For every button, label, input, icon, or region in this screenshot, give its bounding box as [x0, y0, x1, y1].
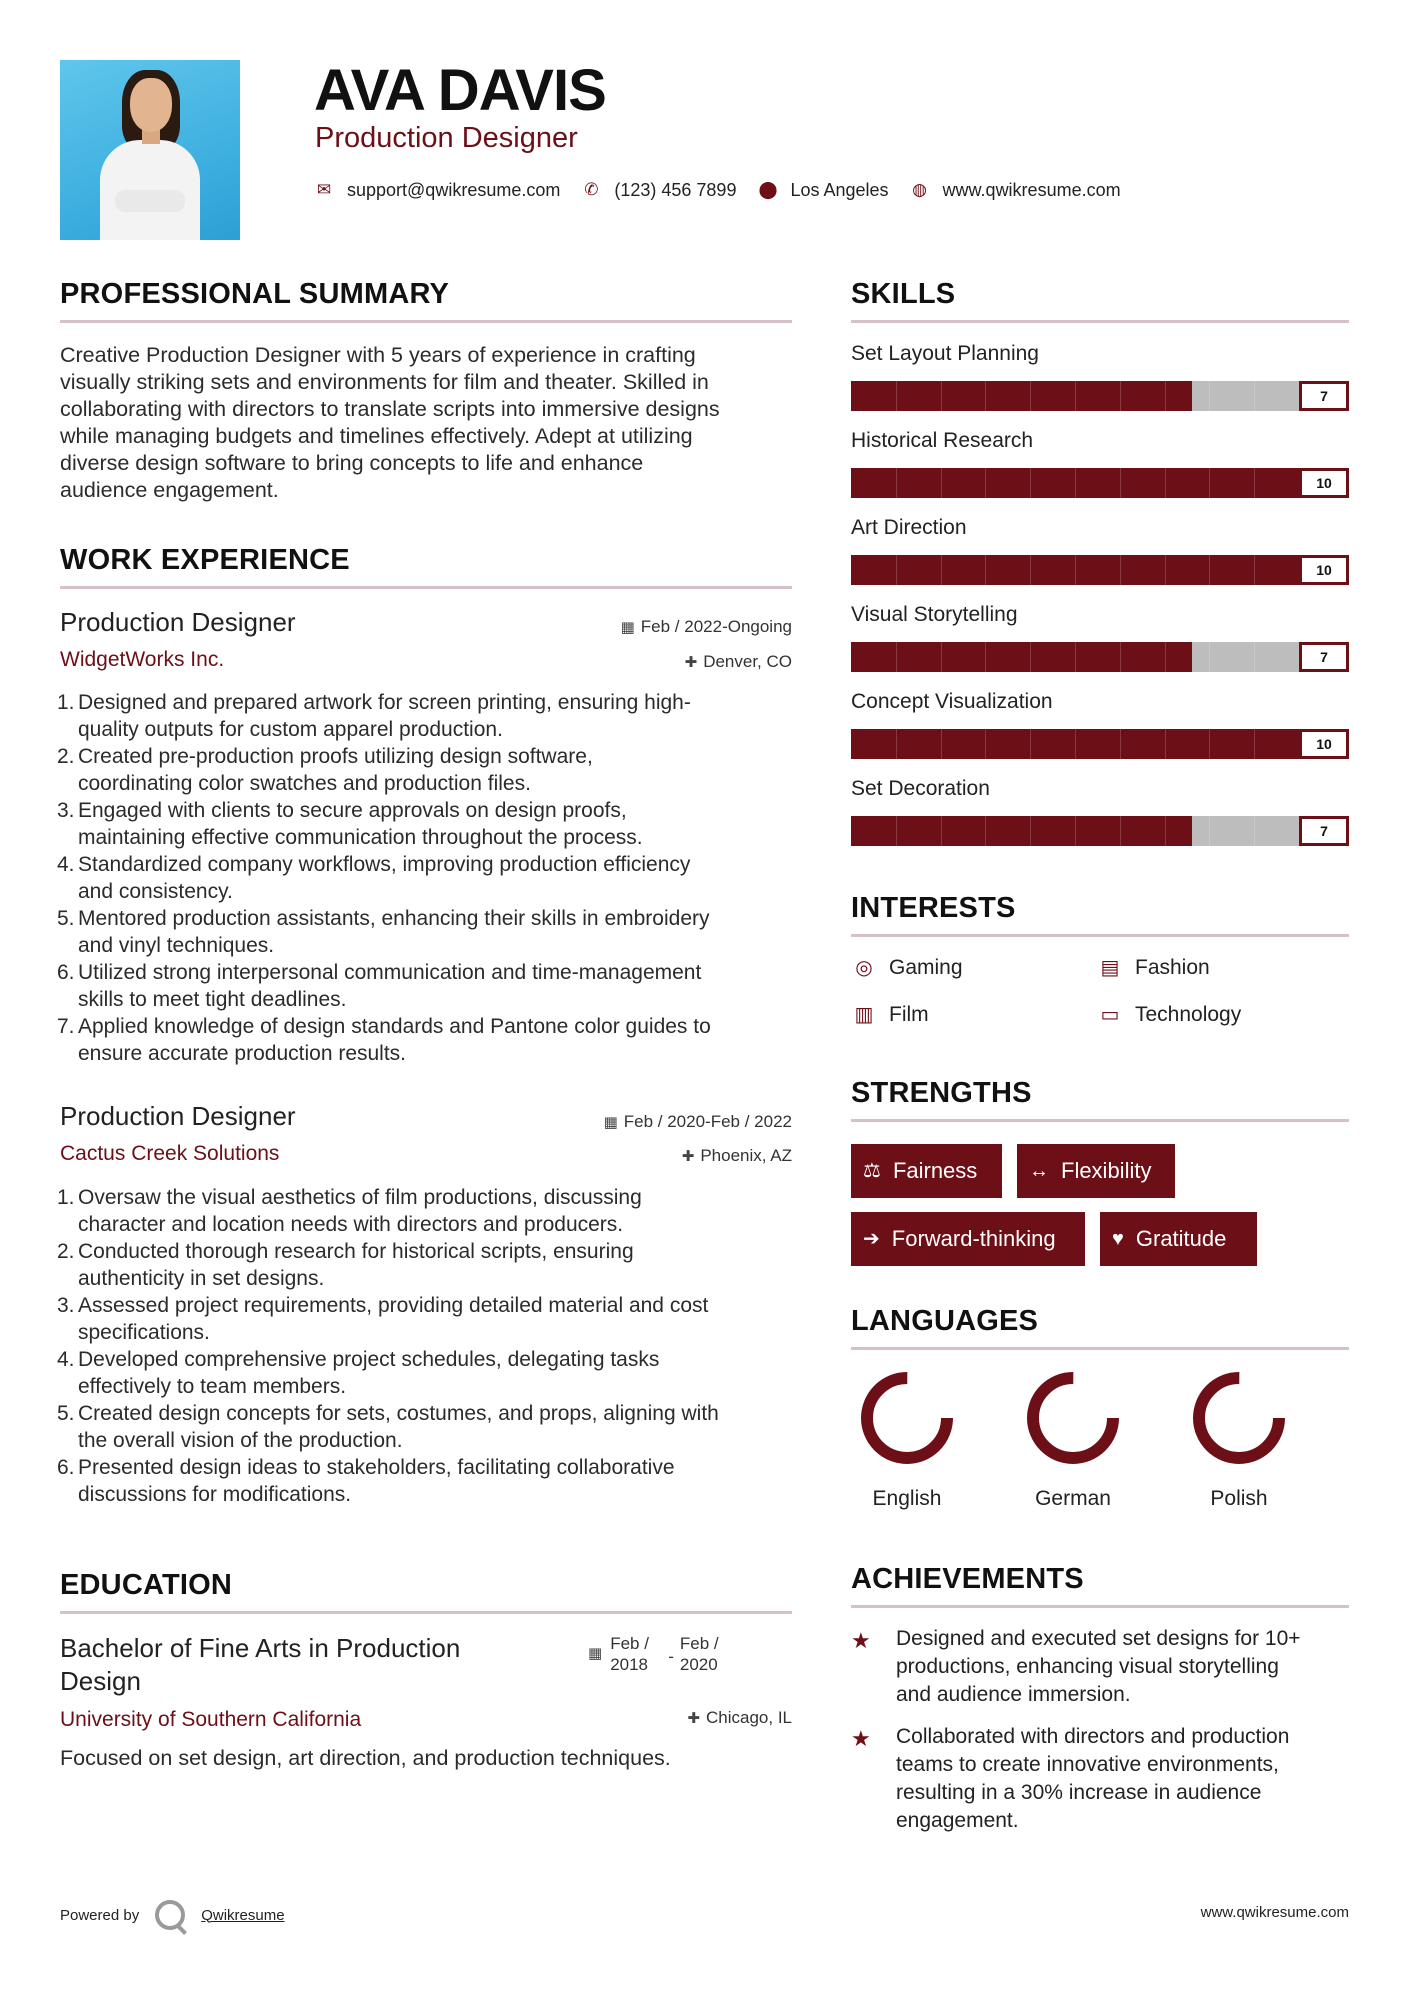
education-description: Focused on set design, art direction, and production techniques. — [60, 1746, 671, 1770]
skill-bar-fill — [851, 729, 1349, 759]
skill-bar-segment — [896, 381, 897, 411]
skills-rule — [851, 320, 1349, 323]
skill-bar-segment — [1030, 816, 1031, 846]
contact-email[interactable]: support@qwikresume.com — [347, 179, 561, 200]
job-bullets — [57, 689, 800, 1067]
summary-line: visually striking sets and environments for film and theater. Skilled in — [60, 370, 709, 394]
interests-title: INTERESTS — [851, 892, 1016, 924]
laptop-icon: ▭ — [1100, 1004, 1120, 1026]
skill-bar-segment — [1075, 642, 1076, 672]
skill-bar — [851, 468, 1349, 498]
summary-text — [60, 342, 800, 504]
list-item: 4. Standardized company workflows, improving production efficiency and consistency. — [57, 853, 691, 903]
contact-website[interactable]: www.qwikresume.com — [942, 179, 1121, 200]
skill-bar-segment — [941, 729, 942, 759]
photo-face — [130, 78, 172, 132]
footer-website[interactable]: www.qwikresume.com — [1200, 1904, 1349, 1921]
contact-bar — [315, 178, 1143, 202]
education-start: Feb / 2018 — [610, 1634, 649, 1674]
job-company: WidgetWorks Inc. — [60, 648, 225, 671]
list-item: 3. Assessed project requirements, providing detailed material and cost specifications. — [57, 1294, 709, 1344]
photo-arms — [115, 190, 185, 212]
calendar-icon: ▦ — [603, 1114, 618, 1131]
language-ring-arc — [1199, 1378, 1279, 1458]
arrows-horizontal-icon: ↔ — [1029, 1160, 1049, 1182]
skill-bar-segment — [985, 729, 986, 759]
interest-label: Gaming — [889, 956, 963, 979]
skill-label: Historical Research — [851, 429, 1034, 452]
strength-flexibility — [1017, 1144, 1175, 1198]
contact-location: Los Angeles — [790, 179, 889, 200]
star-icon: ★ — [851, 1628, 871, 1653]
degree-line: Design — [60, 1666, 141, 1696]
skill-bar — [851, 381, 1349, 411]
powered-by-label: Powered by — [60, 1906, 140, 1924]
skill-bar-segment — [1165, 729, 1166, 759]
envelope-icon: ✉ — [316, 180, 332, 199]
job-title: Production Designer — [60, 607, 296, 637]
skill-value: 10 — [1299, 729, 1349, 759]
skill-label: Set Decoration — [851, 777, 990, 800]
skill-label: Concept Visualization — [851, 690, 1053, 713]
language-ring-arc — [1033, 1378, 1113, 1458]
achievements-rule — [851, 1605, 1349, 1608]
skill-bar-segment — [1120, 729, 1121, 759]
skill-bar-segment — [896, 816, 897, 846]
skill-bar-segment — [1165, 555, 1166, 585]
skill-value: 10 — [1299, 555, 1349, 585]
skill-bar-segment — [1254, 816, 1255, 846]
job-location — [682, 1145, 792, 1168]
strength-fairness — [851, 1144, 1002, 1198]
strengths-title: STRENGTHS — [851, 1077, 1032, 1109]
language-ring — [1189, 1368, 1289, 1468]
skill-bar — [851, 729, 1349, 759]
skill-bar — [851, 642, 1349, 672]
list-item: 5. Created design concepts for sets, costumes, and props, aligning with the overall vision of the production. — [57, 1402, 719, 1452]
skill-bar-segment — [896, 468, 897, 498]
skill-bar-segment — [941, 642, 942, 672]
job-location — [685, 651, 792, 674]
brand-link[interactable]: Qwikresume — [201, 1906, 285, 1924]
skill-bar-segment — [896, 729, 897, 759]
interest-technology — [1097, 1001, 1241, 1029]
list-item: 4. Developed comprehensive project schedules, delegating tasks effectively to team members. — [57, 1348, 660, 1398]
skill-value: 7 — [1299, 642, 1349, 672]
skill-bar-segment — [985, 642, 986, 672]
summary-rule — [60, 320, 792, 323]
job-date — [604, 1111, 792, 1134]
skill-label: Set Layout Planning — [851, 342, 1039, 365]
language-ring-arc — [867, 1378, 947, 1458]
skill-bar-segment — [1254, 555, 1255, 585]
achievement-item: Collaborated with directors and production teams to create innovative environments, resulting in a 30% increase in audience engagement. — [896, 1725, 1290, 1832]
skill-bar-segment — [1030, 642, 1031, 672]
skill-bar-segment — [896, 642, 897, 672]
language-ring — [1023, 1368, 1123, 1468]
achievement-item: Designed and executed set designs for 10+ productions, enhancing visual storytelling and audience immersion. — [896, 1627, 1301, 1706]
qwikresume-logo-icon — [155, 1900, 185, 1930]
skills-title: SKILLS — [851, 278, 956, 310]
heart-icon: ♥ — [1112, 1228, 1124, 1250]
skill-bar-segment — [1120, 468, 1121, 498]
strength-forward-thinking — [851, 1212, 1085, 1266]
skill-bar-segment — [1254, 381, 1255, 411]
strength-gratitude — [1100, 1212, 1257, 1266]
candidate-name: AVA DAVIS — [314, 58, 606, 123]
interest-label: Film — [889, 1003, 929, 1026]
calendar-icon: ▦ — [620, 619, 635, 636]
skill-bar-segment — [1120, 381, 1121, 411]
job-location-text: Denver, CO — [703, 652, 792, 671]
summary-line: diverse design software to bring concepts to life and enhance — [60, 451, 644, 475]
summary-line: while managing budgets and timelines effectively. Adept at utilizing — [60, 424, 693, 448]
skill-bar-segment — [1254, 468, 1255, 498]
skill-bar-segment — [1209, 729, 1210, 759]
skill-bar-segment — [1030, 729, 1031, 759]
skill-bar-fill — [851, 555, 1349, 585]
skill-bar-segment — [1165, 468, 1166, 498]
job-bullets — [57, 1184, 800, 1508]
education-dash: - — [668, 1647, 674, 1666]
skill-bar-segment — [896, 555, 897, 585]
language-label: Polish — [1210, 1487, 1268, 1510]
degree-title — [60, 1632, 460, 1698]
list-item: 6. Presented design ideas to stakeholders, facilitating collaborative discussions for modifications. — [57, 1456, 675, 1506]
calendar-icon: ▦ — [588, 1645, 603, 1662]
list-item: 2. Conducted thorough research for historical scripts, ensuring authenticity in set designs. — [57, 1240, 634, 1290]
skill-bar — [851, 816, 1349, 846]
interests-rule — [851, 934, 1349, 937]
language-ring — [857, 1368, 957, 1468]
skill-bar-segment — [1120, 816, 1121, 846]
job-location-text: Phoenix, AZ — [700, 1146, 792, 1165]
job-company: Cactus Creek Solutions — [60, 1142, 280, 1165]
skill-bar-segment — [1209, 468, 1210, 498]
skill-bar — [851, 555, 1349, 585]
skill-bar-segment — [1120, 642, 1121, 672]
phone-icon: ✆ — [584, 180, 599, 199]
interest-label: Fashion — [1135, 956, 1210, 979]
globe-icon: ◍ — [912, 180, 927, 199]
education-end: Feb / 2020 — [679, 1634, 719, 1674]
skill-bar-segment — [1209, 381, 1210, 411]
list-item: 7. Applied knowledge of design standards and Pantone color guides to ensure accurate production results. — [57, 1015, 711, 1065]
interest-gaming — [851, 954, 963, 982]
skill-value: 7 — [1299, 381, 1349, 411]
job-title: Production Designer — [60, 1101, 296, 1131]
skill-bar-segment — [1209, 642, 1210, 672]
summary-title: PROFESSIONAL SUMMARY — [60, 278, 450, 310]
strength-label: Flexibility — [1061, 1158, 1152, 1183]
list-item: 3. Engaged with clients to secure approvals on design proofs, maintaining effective communication throughout the process. — [57, 799, 643, 849]
skill-bar-segment — [1030, 381, 1031, 411]
education-dates — [588, 1633, 719, 1675]
strengths-rule — [851, 1119, 1349, 1122]
skill-bar-segment — [1165, 381, 1166, 411]
balance-scale-icon: ⚖ — [863, 1160, 881, 1182]
skill-value: 7 — [1299, 816, 1349, 846]
skill-bar-segment — [1075, 555, 1076, 585]
skill-label: Art Direction — [851, 516, 967, 539]
skill-bar-fill — [851, 816, 1192, 846]
strength-label: Forward-thinking — [891, 1226, 1056, 1251]
experience-title: WORK EXPERIENCE — [60, 544, 350, 576]
candidate-role: Production Designer — [315, 122, 578, 154]
skill-bar-segment — [1075, 816, 1076, 846]
education-location-text: Chicago, IL — [706, 1708, 792, 1727]
achievements-title: ACHIEVEMENTS — [851, 1563, 1084, 1595]
skill-bar-segment — [941, 555, 942, 585]
pin-icon: ✚ — [684, 654, 698, 671]
experience-rule — [60, 586, 792, 589]
skill-bar-fill — [851, 468, 1349, 498]
summary-line: Creative Production Designer with 5 years of experience in crafting — [60, 343, 696, 367]
skill-value: 10 — [1299, 468, 1349, 498]
skill-bar-segment — [985, 555, 986, 585]
skill-bar-fill — [851, 381, 1192, 411]
skill-bar-segment — [1165, 816, 1166, 846]
interest-label: Technology — [1135, 1003, 1242, 1026]
strength-label: Fairness — [892, 1158, 978, 1183]
skill-bar-segment — [1209, 816, 1210, 846]
strength-label: Gratitude — [1135, 1226, 1227, 1251]
languages-title: LANGUAGES — [851, 1305, 1039, 1337]
film-icon: ▥ — [854, 1004, 874, 1026]
degree-line: Bachelor of Fine Arts in Production — [60, 1633, 461, 1663]
list-item: 1. Designed and prepared artwork for screen printing, ensuring high- quality outputs for custom apparel production. — [57, 691, 691, 741]
arrow-right-icon: ➔ — [863, 1228, 880, 1250]
skill-bar-segment — [985, 468, 986, 498]
skill-bar-segment — [1254, 642, 1255, 672]
skill-bar-segment — [1075, 729, 1076, 759]
skill-bar-segment — [985, 381, 986, 411]
shopping-bag-icon: ▤ — [1100, 957, 1120, 979]
interest-fashion — [1097, 954, 1210, 982]
language-label: German — [1035, 1487, 1111, 1510]
skill-bar-segment — [941, 381, 942, 411]
education-rule — [60, 1611, 792, 1614]
list-item: 1. Oversaw the visual aesthetics of film productions, discussing character and location needs with directors and producers. — [57, 1186, 642, 1236]
list-item: 6. Utilized strong interpersonal communication and time-management skills to meet tight deadlines. — [57, 961, 702, 1011]
skill-bar-segment — [1165, 642, 1166, 672]
skill-bar-segment — [1209, 555, 1210, 585]
gamepad-icon: ◎ — [855, 957, 873, 979]
job-date — [621, 616, 792, 639]
education-title: EDUCATION — [60, 1569, 233, 1601]
summary-line: audience engagement. — [60, 478, 279, 502]
star-icon: ★ — [851, 1726, 871, 1751]
map-marker-icon: ⬤ — [758, 180, 778, 199]
school-name: University of Southern California — [60, 1708, 362, 1731]
pin-icon: ✚ — [681, 1148, 695, 1165]
skill-bar-segment — [1120, 555, 1121, 585]
skill-bar-segment — [1030, 555, 1031, 585]
skill-bar-segment — [941, 468, 942, 498]
job-date-text: Feb / 2022-Ongoing — [640, 617, 792, 636]
language-label: English — [872, 1487, 942, 1510]
list-item: 2. Created pre-production proofs utilizing design software, coordinating color swatches and production files. — [57, 745, 593, 795]
interest-film — [851, 1001, 929, 1029]
job-date-text: Feb / 2020-Feb / 2022 — [623, 1112, 792, 1131]
contact-phone[interactable]: (123) 456 7899 — [614, 179, 737, 200]
skill-bar-segment — [941, 816, 942, 846]
profile-photo — [60, 60, 240, 240]
skill-bar-segment — [1075, 468, 1076, 498]
skill-bar-segment — [1254, 729, 1255, 759]
education-location — [687, 1707, 792, 1730]
skill-bar-segment — [1030, 468, 1031, 498]
skill-bar-segment — [985, 816, 986, 846]
footer-powered-by — [60, 1900, 285, 1930]
skill-bar-fill — [851, 642, 1192, 672]
languages-rule — [851, 1347, 1349, 1350]
summary-line: collaborating with directors to translate scripts into immersive designs — [60, 397, 720, 421]
skill-bar-segment — [1075, 381, 1076, 411]
list-item: 5. Mentored production assistants, enhancing their skills in embroidery and vinyl techniques. — [57, 907, 710, 957]
pin-icon: ✚ — [687, 1710, 700, 1727]
skill-label: Visual Storytelling — [851, 603, 1018, 626]
